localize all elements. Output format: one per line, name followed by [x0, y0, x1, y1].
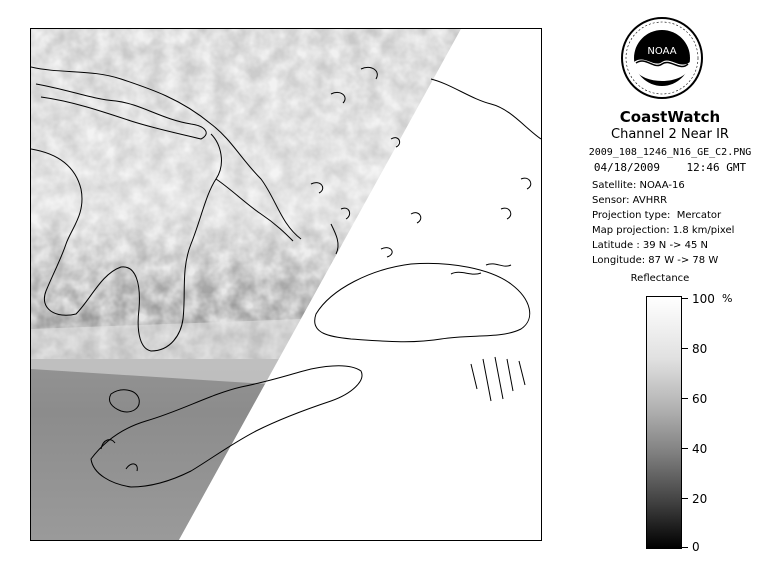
colorbar-tick-label: 80 [692, 342, 708, 356]
satellite-label: Satellite: NOAA-16 [592, 180, 685, 191]
colorbar-tick [682, 298, 688, 299]
channel-title: Channel 2 Near IR [611, 127, 729, 142]
colorbar-unit: % [722, 292, 733, 305]
colorbar-gradient [646, 296, 682, 549]
satellite-map [30, 28, 542, 541]
noaa-logo-text: NOAA [647, 46, 677, 57]
map-canvas [31, 29, 541, 540]
map-projection-label: Map projection: 1.8 km/pixel [592, 225, 735, 236]
colorbar-tick [682, 498, 688, 499]
latitude-label: Latitude : 39 N -> 45 N [592, 240, 708, 251]
colorbar-tick [682, 448, 688, 449]
image-filename: 2009_108_1246_N16_GE_C2.PNG [588, 147, 752, 158]
colorbar-title: Reflectance [630, 273, 690, 284]
longitude-label: Longitude: 87 W -> 78 W [592, 255, 719, 266]
colorbar-tick-label: 40 [692, 442, 708, 456]
colorbar-tick-label: 20 [692, 492, 708, 506]
sensor-label: Sensor: AVHRR [592, 195, 668, 206]
noaa-seal-icon [620, 16, 704, 100]
acquisition-datetime: 04/18/2009 12:46 GMT [593, 161, 747, 174]
noaa-logo [620, 16, 704, 100]
colorbar-tick [682, 398, 688, 399]
colorbar-tick [682, 547, 688, 548]
colorbar-tick-label: 0 [692, 540, 700, 554]
colorbar-tick-label: 100 [692, 292, 715, 306]
projection-type-label: Projection type: Mercator [592, 210, 722, 221]
colorbar-tick-label: 60 [692, 392, 708, 406]
brand-title: CoastWatch [619, 108, 721, 126]
colorbar-tick [682, 348, 688, 349]
